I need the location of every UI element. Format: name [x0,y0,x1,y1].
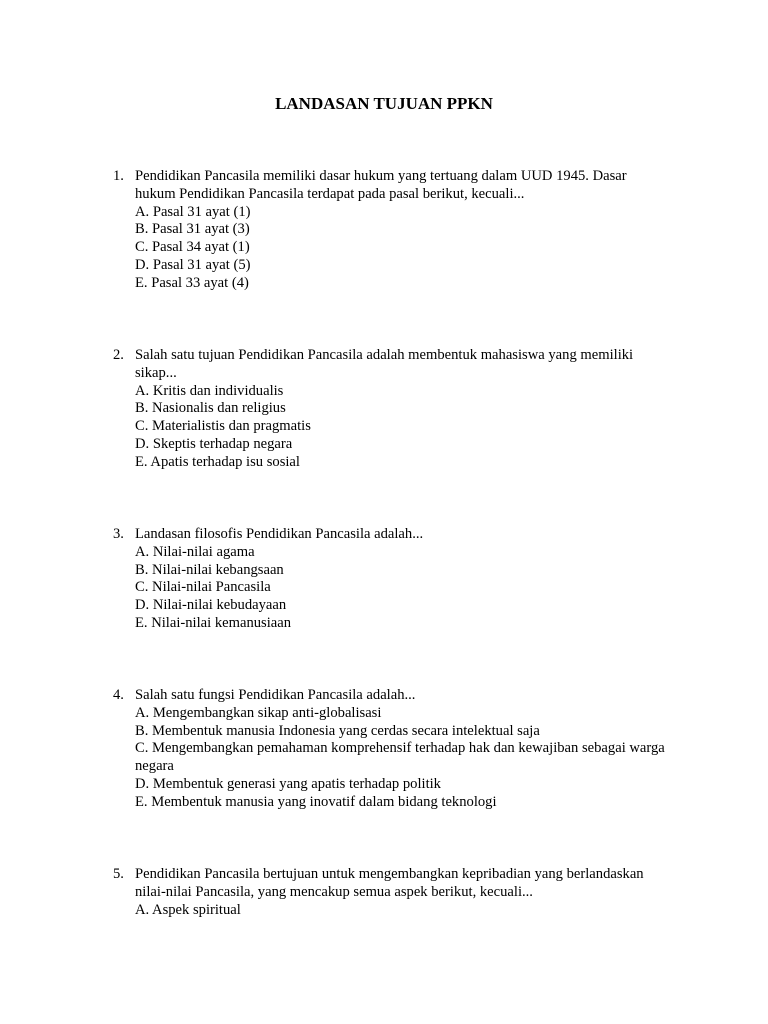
answer-option-c: C. Mengembangkan pemahaman komprehensif terhadap hak dan kewajiban sebagai warga negara [135,740,665,775]
answer-option-b: B. Nilai-nilai kebangsaan [135,561,284,578]
answer-option-c: C. Materialistis dan pragmatis [135,418,311,435]
answer-option-d: D. Membentuk generasi yang apatis terhadap politik [135,775,441,792]
question-1 [113,168,668,293]
answer-option-a: A. Pasal 31 ayat (1) [135,203,251,220]
answer-option-c: C. Nilai-nilai Pancasila [135,579,271,596]
answer-option-b: B. Pasal 31 ayat (3) [135,221,250,238]
question-number: 4. [113,687,124,703]
question-3 [113,526,668,633]
question-number: 2. [113,347,124,363]
answer-option-c: C. Pasal 34 ayat (1) [135,239,250,256]
answer-option-d: D. Skeptis terhadap negara [135,435,293,452]
question-number: 5. [113,866,124,882]
answer-option-e: E. Pasal 33 ayat (4) [135,274,249,291]
answer-option-a: A. Mengembangkan sikap anti-globalisasi [135,704,382,721]
answer-option-d: D. Nilai-nilai kebudayaan [135,597,287,614]
question-number: 1. [113,168,124,184]
question-text: Salah satu tujuan Pendidikan Pancasila adalah membentuk mahasiswa yang memiliki sikap... [135,347,634,381]
answer-option-a: A. Aspek spiritual [135,901,241,918]
answer-option-e: E. Apatis terhadap isu sosial [135,453,300,470]
question-text: Landasan filosofis Pendidikan Pancasila adalah... [135,526,424,542]
question-4 [113,687,668,812]
answer-option-a: A. Nilai-nilai agama [135,543,255,560]
question-2 [113,347,668,472]
question-text: Salah satu fungsi Pendidikan Pancasila adalah... [135,687,416,703]
document-title: LANDASAN TUJUAN PPKN [275,94,493,113]
question-text: Pendidikan Pancasila memiliki dasar hukum yang tertuang dalam UUD 1945. Dasar hukum Pendidikan Pancasila terdapat pada pasal berikut, kecuali... [135,168,627,202]
answer-option-b: B. Membentuk manusia Indonesia yang cerdas secara intelektual saja [135,722,540,739]
answer-option-d: D. Pasal 31 ayat (5) [135,256,251,273]
answer-option-e: E. Membentuk manusia yang inovatif dalam bidang teknologi [135,793,497,810]
question-text: Pendidikan Pancasila bertujuan untuk mengembangkan kepribadian yang berlandaskan nilai-nilai Pancasila, yang mencakup semua aspek berikut, kecuali... [135,866,644,900]
question-number: 3. [113,526,124,542]
answer-option-e: E. Nilai-nilai kemanusiaan [135,614,292,631]
answer-option-b: B. Nasionalis dan religius [135,400,286,417]
answer-option-a: A. Kritis dan individualis [135,382,284,399]
question-5 [113,866,668,919]
